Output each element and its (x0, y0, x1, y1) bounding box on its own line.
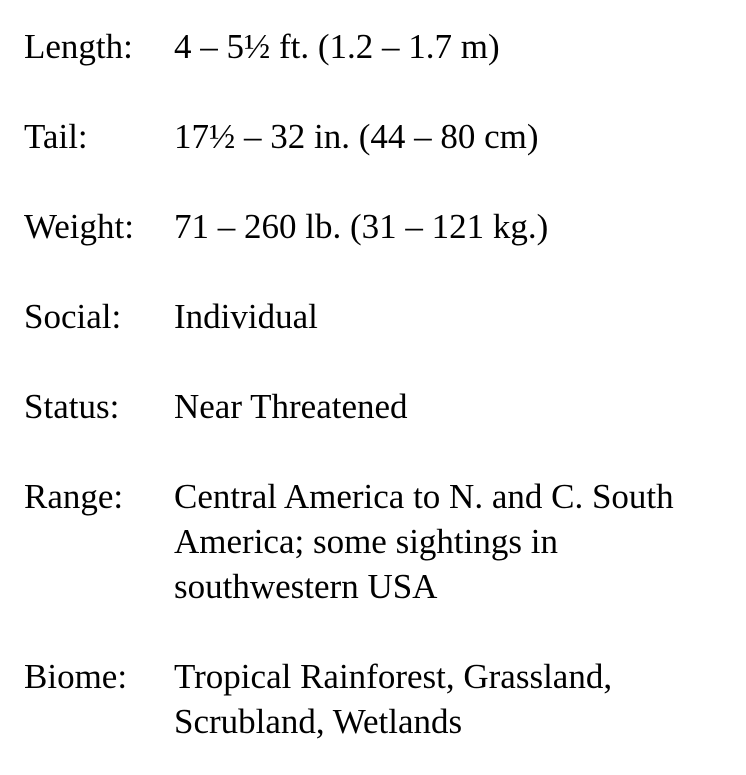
fact-label-length: Length: (24, 27, 133, 66)
fact-label-weight: Weight: (24, 207, 134, 246)
fact-value-social: Individual (174, 297, 318, 336)
fact-label-tail: Tail: (24, 117, 88, 156)
fact-label-social: Social: (24, 297, 122, 336)
fact-value-weight: 71 – 260 lb. (31 – 121 kg.) (174, 207, 549, 246)
fact-value-status: Near Threatened (174, 387, 408, 426)
fact-value-tail: 17½ – 32 in. (44 – 80 cm) (174, 117, 539, 156)
fact-value-biome: Tropical Rainforest, Grassland, Scrubland, Wetlands (174, 657, 613, 741)
fact-label-range: Range: (24, 477, 124, 516)
fact-label-biome: Biome: (24, 657, 128, 696)
fact-value-length: 4 – 5½ ft. (1.2 – 1.7 m) (174, 27, 500, 66)
fact-value-range: Central America to N. and C. South America; some sightings in southwestern USA (174, 477, 674, 606)
fact-label-status: Status: (24, 387, 120, 426)
